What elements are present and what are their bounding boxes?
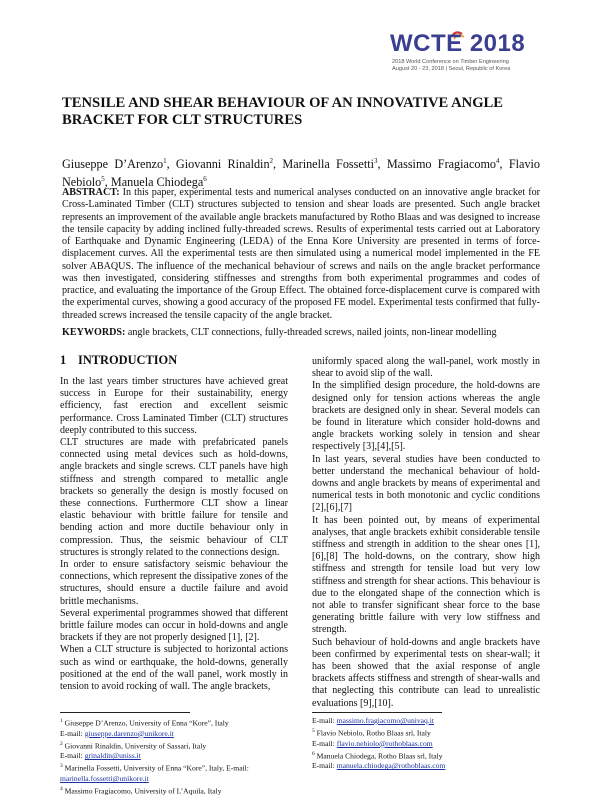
section-title: INTRODUCTION	[78, 353, 178, 367]
footnote-email-line	[60, 729, 292, 739]
footnote-text: Giuseppe D’Arenzo, University of Enna “Kore”, Italy	[64, 718, 229, 728]
conference-subtitle	[392, 59, 510, 73]
footnote-mark: 2	[60, 740, 63, 747]
footnote-text: Flavio Nebiolo, Rotho Blaas srl, Italy	[316, 728, 431, 738]
footnote	[60, 716, 292, 729]
footnote	[60, 761, 292, 774]
author-affiliation-mark: 2	[269, 157, 274, 165]
conference-logo	[390, 30, 560, 80]
author-name: Manuela Chiodega	[110, 175, 204, 190]
email-link[interactable]: giuseppe.darenzo@unikore.it	[84, 728, 174, 738]
author-affiliation-mark: 6	[203, 175, 207, 184]
section-heading	[60, 353, 288, 367]
footnote-mark: 1	[60, 718, 63, 724]
body-paragraph: Several experimental programmes showed that different brittle failure modes can occur in hold-downs and angle brackets if they are not properly designed [1], [2].	[60, 607, 288, 644]
paper-title: TENSILE AND SHEAR BEHAVIOUR OF AN INNOVATIVE ANGLE BRACKET FOR CLT STRUCTURES	[62, 95, 504, 128]
author-separator: ,	[166, 157, 176, 172]
footnote-email-line	[60, 774, 292, 784]
author-list	[62, 154, 540, 190]
abstract	[62, 187, 540, 322]
keywords	[62, 327, 540, 339]
keywords-label: KEYWORDS:	[62, 327, 126, 338]
footnotes-left	[60, 716, 292, 797]
author-name: Flavio Nebiolo	[62, 157, 541, 190]
footnote	[60, 739, 292, 752]
email-label: E-mail:	[312, 761, 337, 771]
footnote-email-line	[312, 761, 544, 771]
author-affiliation-mark: 3	[373, 157, 378, 165]
email-label: E-mail:	[312, 716, 337, 725]
footnotes-right	[312, 716, 544, 772]
body-paragraph: CLT structures are made with prefabricated panels connected using metal devices such as hold-downs, angle brackets and single screws. CLT panels have high stiffness and strength compared to metallic angle brackets so generally the design is mostly focused on these connections. Furthermore CLT show a linear elastic behaviour with brittle failure for tensile and bending action and more ductile behaviour only in compression. Thus, the seismic behaviour of CLT structures is strongly related to the connections design.	[60, 437, 288, 558]
footnote-text: Marinella Fossetti, University of Enna “Kore”, Italy, E-mail:	[64, 763, 249, 773]
author-name: Giovanni Rinaldin	[175, 157, 270, 172]
footnote	[312, 726, 544, 739]
abstract-text: In this paper, experimental tests and numerical analyses conducted on an innovative angle bracket for Cross-Laminated Timber (CLT) structures subjected to tension and shear loads are presented. Such angle bracket represents an improvement of the available angle brackets manufactured by Rotho Blaas and was designed to increase the tensile capacity by adding inclined fully-threaded screws. Results of experimental tests carried out at Laboratory of Earthquake and Dynamic Engineering (LEDA) of the Enna Kore University are presented in terms of force-displacement curves. All the experimental tests are then simulated using a numerical model implemented in the FE solver ABAQUS. The influence of the mechanical behaviour of screws and nails on the angle bracket performance was then investigated, considering stiffnesses and strengths from both experimental programmes and codes of practice, and evaluating the importance of the Group Effect. The obtained force-displacement curve is compared with the experimental curves, showing a good accuracy of the proposed FE model. Experimental tests confirmed that fully-threaded screws increased the tensile capacity of the angle bracket.	[62, 187, 540, 321]
author-affiliation-mark: 5	[101, 175, 105, 184]
footnote-text: Giovanni Rinaldin, University of Sassari, Italy	[64, 741, 207, 751]
body-paragraph: In order to ensure satisfactory seismic behaviour the connections, which represent the dissipative zones of the structures, should ensure a ductile failure and avoid brittle mechanisms.	[60, 559, 288, 607]
author-separator: ,	[499, 157, 509, 172]
email-label: E-mail:	[60, 728, 85, 738]
email-label: E-mail:	[312, 738, 337, 748]
conference-date-line: August 20 - 23, 2018 | Seoul, Republic of Korea	[392, 66, 511, 72]
footnote-rule	[60, 712, 190, 713]
author-name: Massimo Fragiacomo	[386, 157, 497, 172]
email-link[interactable]: grinaldin@uniss.it	[84, 751, 141, 761]
footnote-mark: 4	[60, 786, 63, 793]
body-paragraph: In the simplified design procedure, the hold-downs are designed only for tension actions whereas the angle brackets are designed only in shear. Several models can be found in literature which consider hold-downs and angle brackets working solely in tension and shear respectively [3],[4],[5].	[312, 380, 540, 453]
footnote-text: Massimo Fragiacomo, University of L’Aquila, Italy	[64, 786, 222, 796]
footnote-mark: 5	[312, 728, 315, 735]
left-column	[60, 353, 288, 693]
footnote	[312, 749, 544, 762]
abstract-label: ABSTRACT:	[62, 187, 120, 198]
footnote	[60, 784, 292, 797]
body-paragraph: uniformly spaced along the wall-panel, work mostly in shear to avoid slip of the wall.	[312, 356, 540, 380]
footnote-mark: 3	[60, 763, 63, 770]
email-label: E-mail:	[60, 751, 85, 761]
author-affiliation-mark: 4	[496, 157, 500, 165]
footnote-email-line	[312, 716, 544, 726]
body-paragraph: In the last years timber structures have achieved great success in Europe for their sustainability, energy efficiency, fast erection and excellent seismic performance. Cross Laminated Timber (CLT) structures deeply contributed to this success.	[60, 376, 288, 436]
body-paragraph: When a CLT structure is subjected to horizontal actions such as wind or earthquake, the hold-downs, generally positioned at the end of the wall panel, work mostly in tension to avoid rocking of wall. The angle brackets,	[60, 644, 288, 693]
footnote-email-line	[60, 751, 292, 761]
email-link[interactable]: marinella.fossetti@unikore.it	[60, 774, 149, 784]
footnote-text: Manuela Chiodega, Rotho Blaas srl, Italy	[316, 751, 443, 761]
footnote-rule	[312, 712, 442, 713]
email-link[interactable]: manuela.chiodega@rothoblaas.com	[336, 761, 446, 771]
footnote-mark: 6	[312, 750, 315, 757]
footnote-email-line	[312, 739, 544, 749]
conference-subtitle-line: 2018 World Conference on Timber Engineering	[392, 59, 509, 65]
body-paragraph: Such behaviour of hold-downs and angle brackets have been confirmed by experimental tests on shear-wall; it has been showed that the axial response of angle brackets affects stiffness and strength of shear-walls and that neglecting this contribute can lead to unrealistic evaluations [9],[10].	[312, 636, 540, 709]
logo-text: WCTE 2018	[390, 30, 526, 57]
author-separator: ,	[104, 175, 111, 190]
author-separator: ,	[377, 157, 387, 172]
email-link[interactable]: flavio.nebiolo@rothoblaas.com	[336, 738, 433, 748]
section-number: 1	[60, 353, 67, 367]
author-separator: ,	[273, 157, 283, 172]
author-affiliation-mark: 1	[163, 157, 167, 165]
author-name: Giuseppe D’Arenzo	[62, 157, 164, 172]
keywords-text: angle brackets, CLT connections, fully-threaded screws, nailed joints, non-linear modelling	[127, 327, 497, 338]
body-paragraph: In last years, several studies have been conducted to better understand the mechanical behaviour of hold-downs and angle brackets by means of experimental and numerical tests in both monotonic and cyclic conditions [2],[6],[7]	[312, 453, 540, 514]
author-name: Marinella Fossetti	[282, 157, 374, 172]
body-paragraph: It has been pointed out, by means of experimental analyses, that angle brackets exhibit considerable tensile stiffness and strength in addition to the shear ones [1],[6],[8] The hold-downs, on the contrary, show high stiffness and strength for tensile load but very low stiffness and strength for shear actions. This behaviour is due to the elongated shape of the connection which is not able to transfer significant shear force to the base generating brittle failure with very low stiffness and strength.	[312, 514, 540, 636]
right-column	[312, 356, 540, 710]
email-link[interactable]: massimo.fragiacomo@univaq.it	[336, 716, 434, 725]
